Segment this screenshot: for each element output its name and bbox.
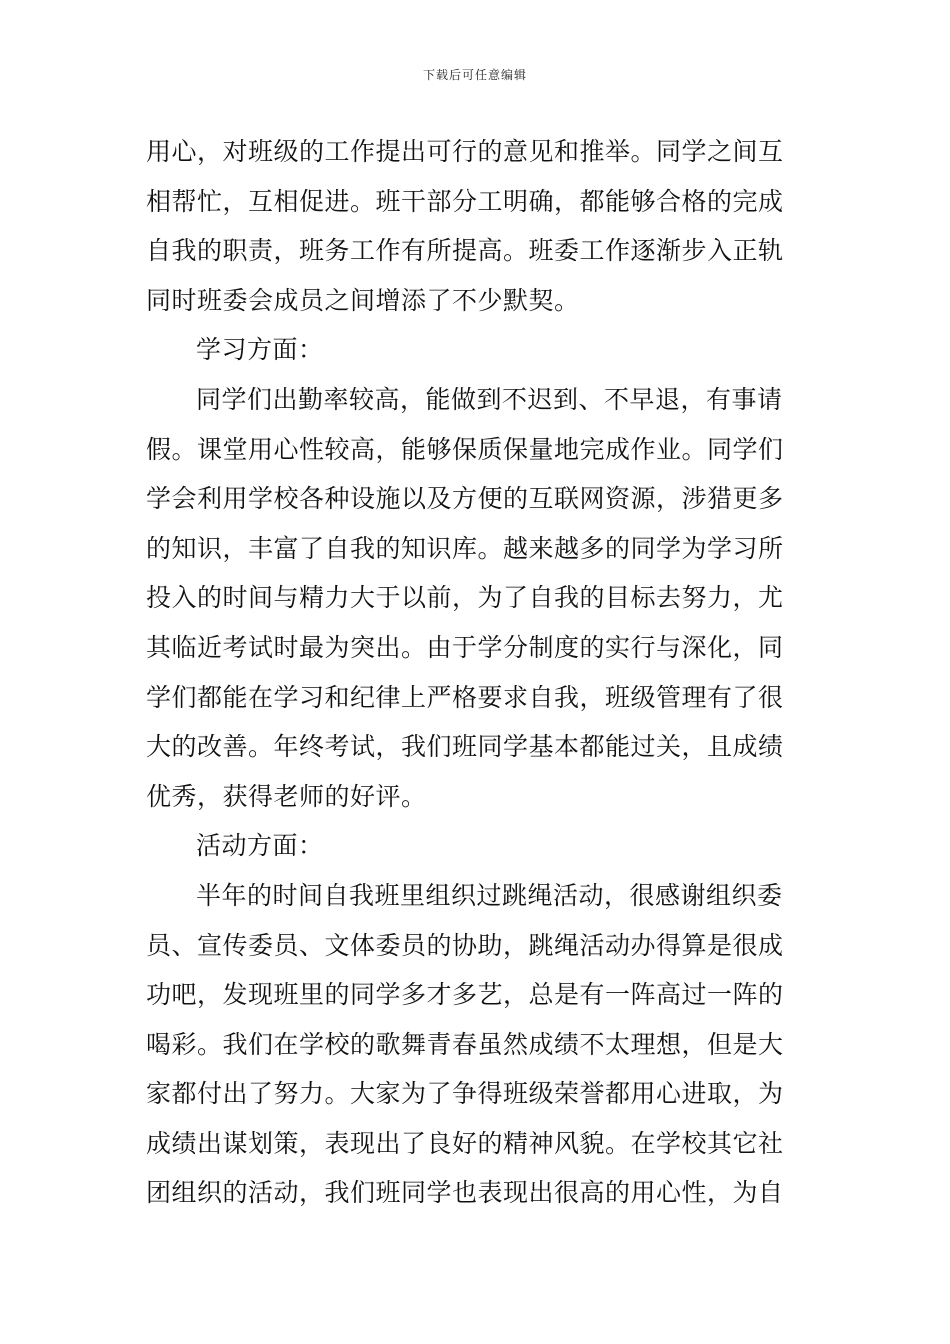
text-line: 其临近考试时最为突出。由于学分制度的实行与深化，同 <box>146 632 784 662</box>
text-line: 家都付出了努力。大家为了争得班级荣誉都用心进取，为 <box>146 1079 784 1109</box>
text-line: 同学们出勤率较高，能做到不迟到、不早退，有事请 <box>196 384 783 414</box>
text-line: 同时班委会成员之间增添了不少默契。 <box>146 285 580 315</box>
text-line: 喝彩。我们在学校的歌舞青春虽然成绩不太理想，但是大 <box>146 1029 784 1059</box>
text-line: 的知识，丰富了自我的知识库。越来越多的同学为学习所 <box>146 533 784 563</box>
text-line: 学会利用学校各种设施以及方便的互联网资源，涉猎更多 <box>146 484 784 514</box>
text-line: 假。课堂用心性较高，能够保质保量地完成作业。同学们 <box>146 434 784 464</box>
text-line: 团组织的活动，我们班同学也表现出很高的用心性，为自 <box>146 1178 784 1208</box>
text-line: 自我的职责，班务工作有所提高。班委工作逐渐步入正轨 <box>146 236 784 266</box>
header-note: 下载后可任意编辑 <box>422 68 527 82</box>
text-line: 学习方面： <box>196 335 324 365</box>
text-line: 功吧，发现班里的同学多才多艺，总是有一阵高过一阵的 <box>146 980 784 1010</box>
text-line: 优秀，获得老师的好评。 <box>146 781 427 811</box>
text-line: 成绩出谋划策，表现出了良好的精神风貌。在学校其它社 <box>146 1128 784 1158</box>
document-body <box>146 127 806 1218</box>
text-line: 相帮忙，互相促进。班干部分工明确，都能够合格的完成 <box>146 186 784 216</box>
text-line: 投入的时间与精力大于以前，为了自我的目标去努力，尤 <box>146 583 784 613</box>
text-line: 员、宣传委员、文体委员的协助，跳绳活动办得算是很成 <box>146 930 784 960</box>
text-line: 活动方面： <box>196 831 324 861</box>
text-line: 半年的时间自我班里组织过跳绳活动，很感谢组织委 <box>196 880 783 910</box>
text-line: 大的改善。年终考试，我们班同学基本都能过关，且成绩 <box>146 732 784 762</box>
text-line: 学们都能在学习和纪律上严格要求自我，班级管理有了很 <box>146 682 784 712</box>
text-line: 用心，对班级的工作提出可行的意见和推举。同学之间互 <box>146 137 784 166</box>
